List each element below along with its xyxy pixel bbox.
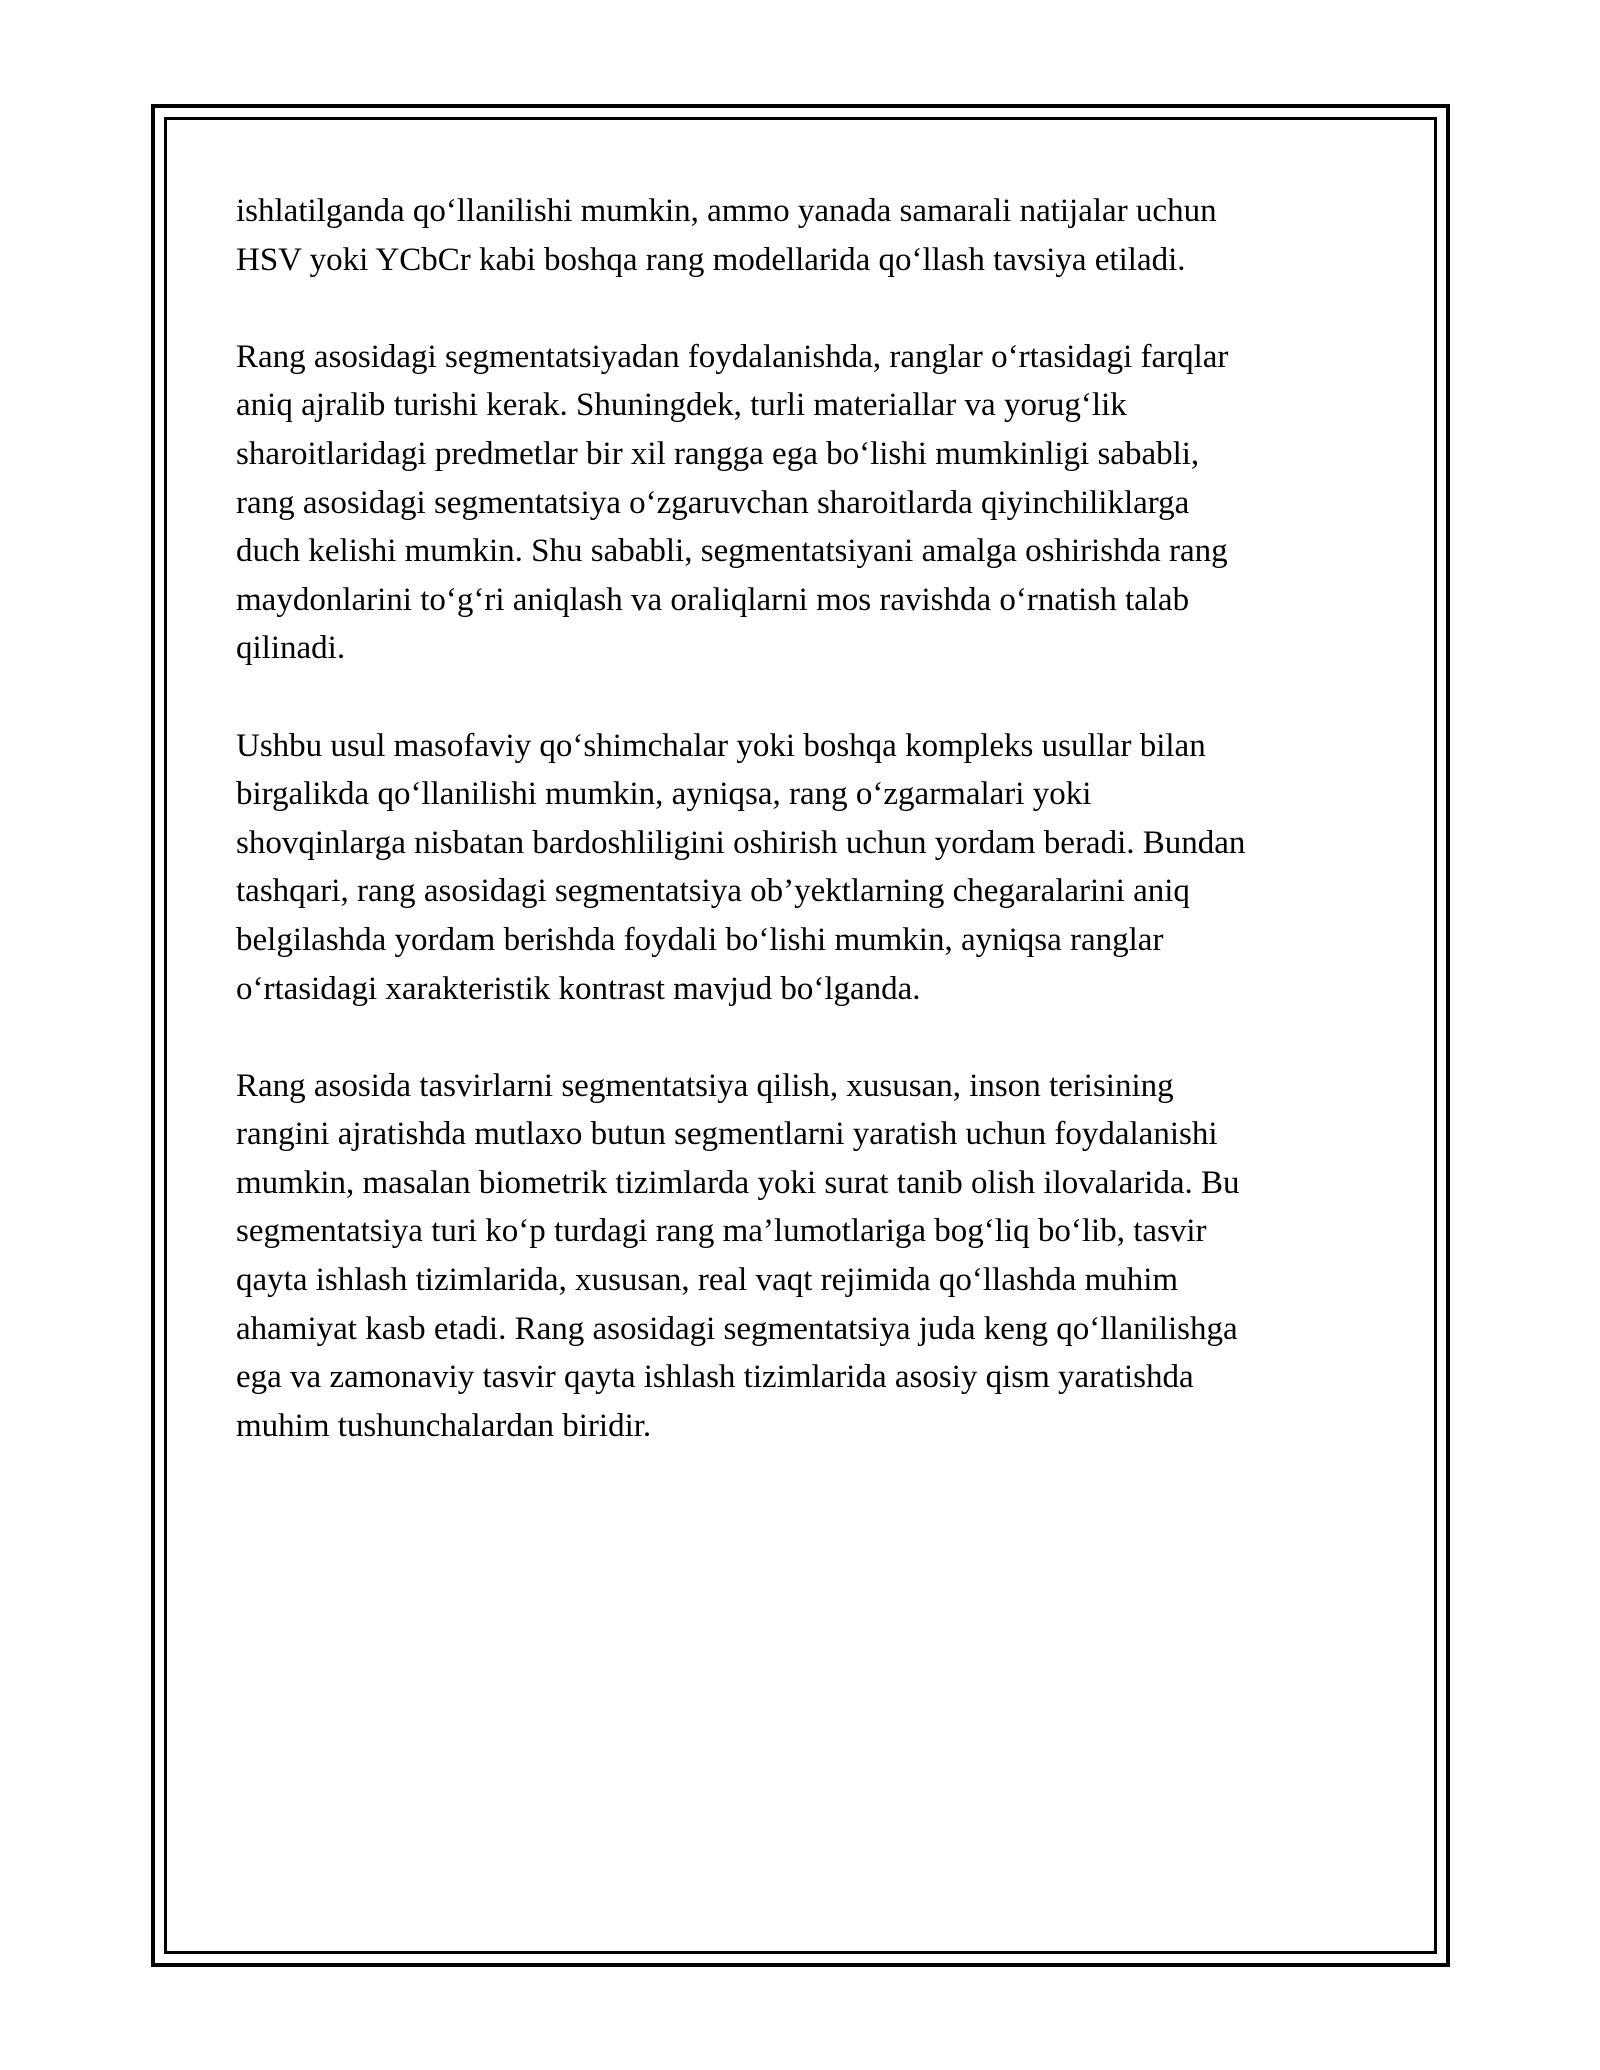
text-line: Ushbu usul masofaviy qo‘shimchalar yoki boshqa kompleks usullar bilan [236,727,1206,764]
text-line: belgilashda yordam berishda foydali bo‘lishi mumkin, ayniqsa ranglar [236,921,1164,958]
text-line: Rang asosida tasvirlarni segmentatsiya qilish, xususan, inson terisining [236,1067,1174,1104]
text-line: rangini ajratishda mutlaxo butun segmentlarni yaratish uchun foydalanishi [236,1116,1218,1153]
text-line: shovqinlarga nisbatan bardoshliligini oshirish uchun yordam beradi. Bundan [236,824,1246,861]
text-line: maydonlarini to‘g‘ri aniqlash va oraliqlarni mos ravishda o‘rnatish talab [236,581,1190,618]
text-line: sharoitlaridagi predmetlar bir xil rangga ega bo‘lishi mumkinligi sababli, [236,435,1200,472]
text-line: qayta ishlash tizimlarida, xususan, real vaqt rejimida qo‘llashda muhim [236,1262,1179,1299]
document-body [236,187,1366,1450]
paragraph-gap [236,1013,1366,1062]
text-line: ishlatilganda qo‘llanilishi mumkin, ammo yanada samarali natijalar uchun [236,193,1217,229]
paragraph-3 [236,722,1366,1014]
text-line: muhim tushunchalardan biridir. [236,1407,652,1444]
text-line: mumkin, masalan biometrik tizimlarda yoki surat tanib olish ilovalarida. Bu [236,1164,1240,1201]
paragraph-gap [236,673,1366,722]
text-line: tashqari, rang asosidagi segmentatsiya ob’yektlarning chegaralarini aniq [236,873,1190,910]
text-line: birgalikda qo‘llanilishi mumkin, ayniqsa, rang o‘zgarmalari yoki [236,776,1092,813]
text-line: Rang asosidagi segmentatsiyadan foydalanishda, ranglar o‘rtasidagi farqlar [236,338,1229,375]
text-line: ahamiyat kasb etadi. Rang asosidagi segmentatsiya juda keng qo‘llanilishga [236,1310,1238,1347]
text-line: ega va zamonaviy tasvir qayta ishlash tizimlarida asosiy qism yaratishda [236,1359,1194,1396]
paragraph-gap [236,284,1366,333]
text-line: duch kelishi mumkin. Shu sababli, segmentatsiyani amalga oshirishda rang [236,533,1228,570]
paragraph-2 [236,333,1366,673]
text-line: o‘rtasidagi xarakteristik kontrast mavjud bo‘lganda. [236,970,921,1007]
text-line: HSV yoki YCbCr kabi boshqa rang modellarida qo‘llash tavsiya etiladi. [236,241,1186,278]
text-line: qilinadi. [236,630,346,667]
text-line: segmentatsiya turi ko‘p turdagi rang ma’lumotlariga bog‘liq bo‘lib, tasvir [236,1213,1207,1250]
text-line: aniq ajralib turishi kerak. Shuningdek, turli materiallar va yorug‘lik [236,387,1127,424]
paragraph-1 [236,187,1366,284]
paragraph-4 [236,1062,1366,1451]
text-line: rang asosidagi segmentatsiya o‘zgaruvchan sharoitlarda qiyinchiliklarga [236,484,1190,521]
